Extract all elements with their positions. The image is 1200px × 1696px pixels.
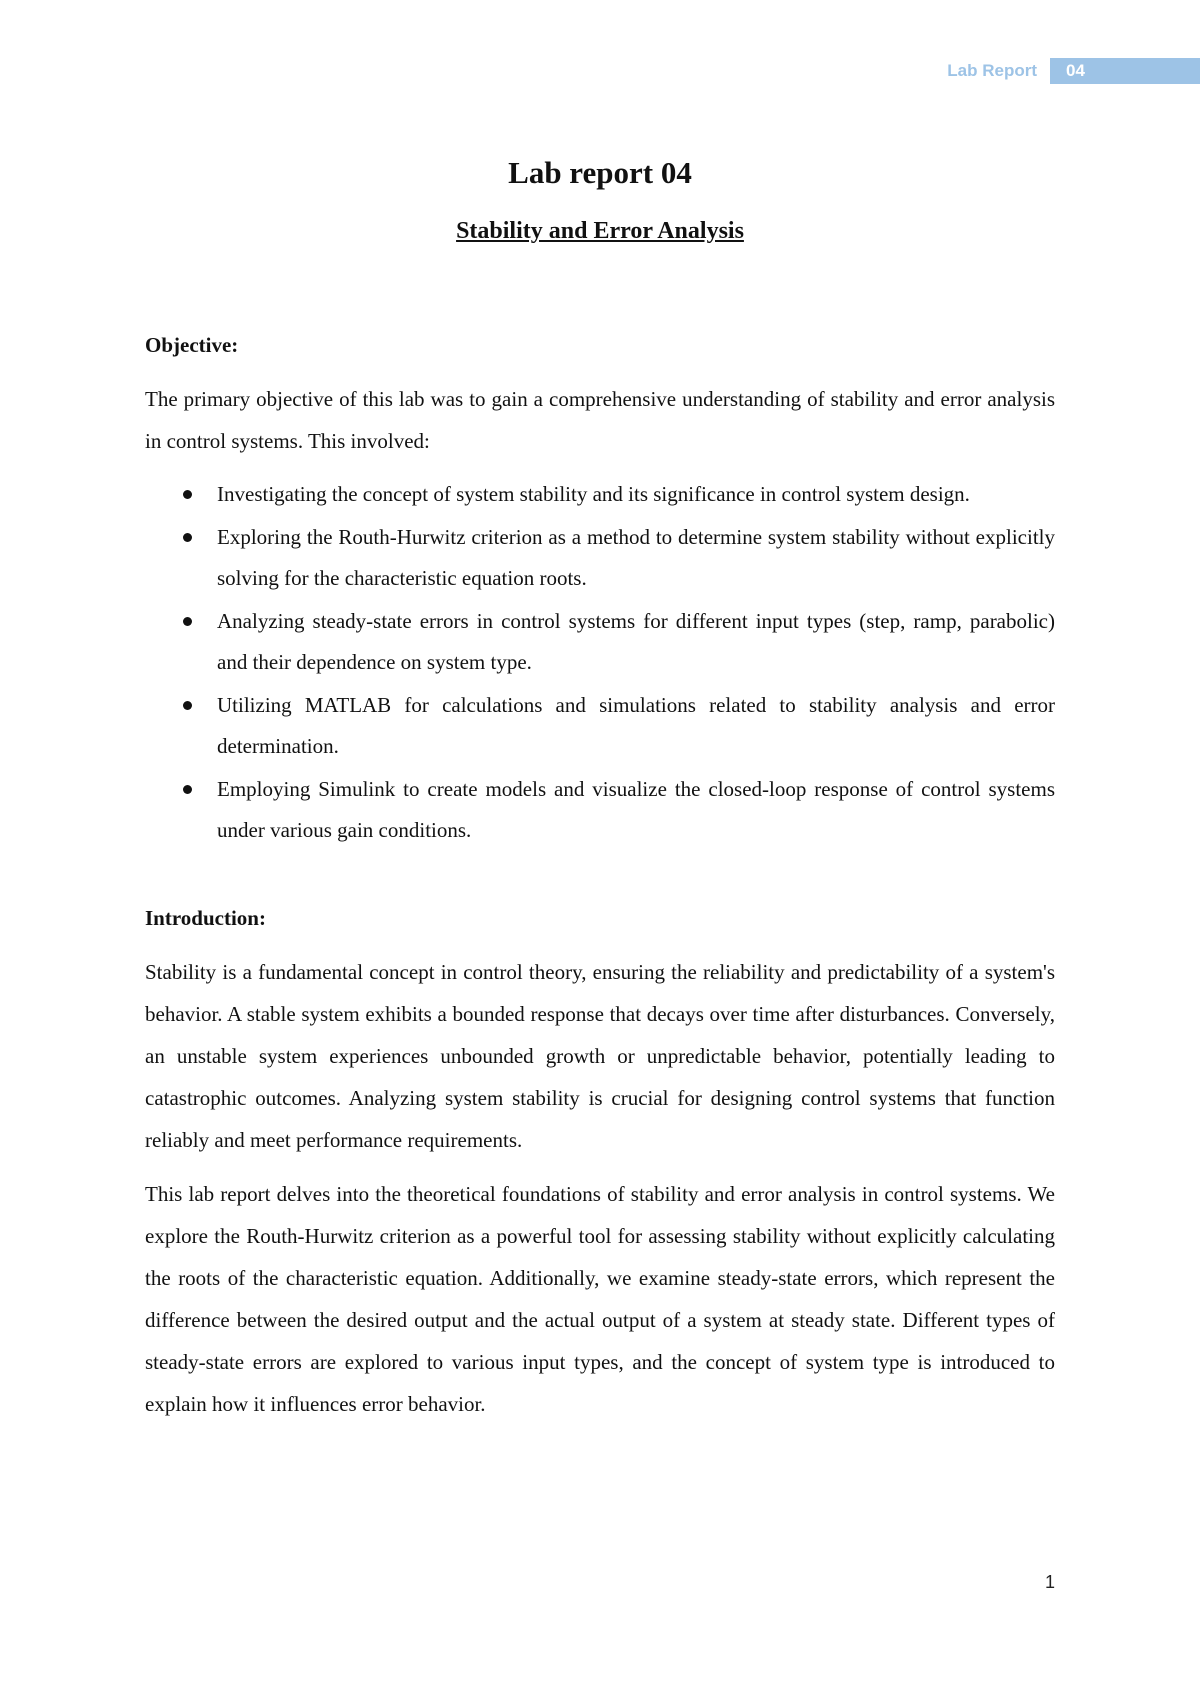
list-item bbox=[145, 517, 1055, 599]
list-item bbox=[145, 685, 1055, 767]
bullet-icon bbox=[183, 617, 192, 626]
header-number-box: 04 bbox=[1050, 58, 1200, 84]
introduction-paragraph-2: This lab report delves into the theoretical foundations of stability and error analysis in control systems. We explore the Routh-Hurwitz criterion as a powerful tool for assessing stability without explicitly calculating the roots of the characteristic equation. Additionally, we examine steady-state errors, which represent the difference between the desired output and the actual output of a system at steady state. Different types of steady-state errors are explored to various input types, and the concept of system type is introduced to explain how it influences error behavior. bbox=[145, 1182, 1055, 1416]
bullet-icon bbox=[183, 785, 192, 794]
list-item bbox=[145, 769, 1055, 851]
header-label: Lab Report bbox=[947, 61, 1037, 80]
page-number: 1 bbox=[1044, 1572, 1055, 1592]
introduction-section bbox=[145, 903, 1055, 1425]
introduction-heading: Introduction: bbox=[145, 906, 266, 930]
objective-heading: Objective: bbox=[145, 333, 239, 357]
bullet-icon bbox=[183, 490, 192, 499]
bullet-text: Exploring the Routh-Hurwitz criterion as a method to determine system stability without explicitly solving for the characteristic equation roots. bbox=[217, 525, 1055, 590]
introduction-paragraph-1: Stability is a fundamental concept in control theory, ensuring the reliability and predictability of a system's behavior. A stable system exhibits a bounded response that decays over time after disturbances. Conversely, an unstable system experiences unbounded growth or unpredictable behavior, potentially leading to catastrophic outcomes. Analyzing system stability is crucial for designing control systems that function reliably and meet performance requirements. bbox=[145, 960, 1055, 1152]
document-body bbox=[145, 140, 1055, 1425]
bullet-text: Employing Simulink to create models and visualize the closed-loop response of control systems under various gain conditions. bbox=[217, 777, 1055, 842]
objective-bullet-list bbox=[145, 474, 1055, 851]
objective-section bbox=[145, 330, 1055, 851]
list-item bbox=[145, 474, 1055, 515]
list-item bbox=[145, 601, 1055, 683]
bullet-text: Utilizing MATLAB for calculations and simulations related to stability analysis and error determination. bbox=[217, 693, 1055, 758]
bullet-icon bbox=[183, 533, 192, 542]
bullet-text: Investigating the concept of system stability and its significance in control system design. bbox=[217, 482, 970, 506]
page-header bbox=[947, 58, 1200, 84]
bullet-icon bbox=[183, 701, 192, 710]
document-title: Lab report 04 bbox=[508, 155, 692, 190]
objective-intro: The primary objective of this lab was to gain a comprehensive understanding of stability and error analysis in control systems. This involved: bbox=[145, 387, 1055, 453]
bullet-text: Analyzing steady-state errors in control systems for different input types (step, ramp, parabolic) and their dependence on system type. bbox=[217, 609, 1055, 674]
document-subtitle: Stability and Error Analysis bbox=[456, 218, 744, 244]
